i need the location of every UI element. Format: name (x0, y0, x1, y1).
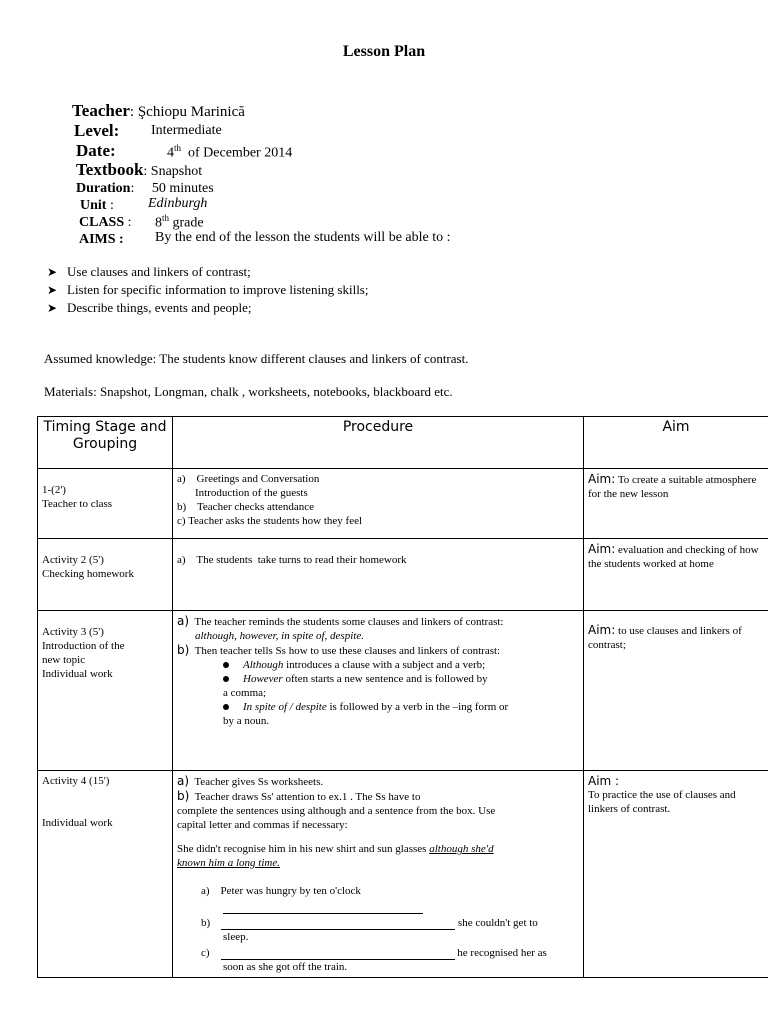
procedure-cell: a) Greetings and Conversation Introduction of the guests b) Teacher checks attendance c) Teacher asks the students how they feel (173, 469, 584, 539)
lesson-table (37, 416, 768, 978)
teacher-label: Teacher (72, 101, 130, 120)
class-value: 8th grade (155, 213, 204, 231)
dot-bullet-icon (223, 704, 229, 710)
timing-cell: Activity 2 (5') Checking homework (38, 539, 173, 611)
aim-cell: Aim : To practice the use of clauses and linkers of contrast. (584, 771, 768, 978)
procedure-cell: a) The teacher reminds the students some clauses and linkers of contrast: although, however, in spite of, despite. b) Then teacher tells Ss how to use these clauses and linkers of contrast: Although introduces a clause with a subject and a verb; However often starts a new sentence and is followed by a comma; In spite of / despite is followed by a verb in the –ing form or by a noun. (173, 611, 584, 771)
level-label: Level: (74, 121, 120, 140)
table-row (38, 469, 768, 539)
page-title: Lesson Plan (342, 43, 426, 60)
duration-label: Duration (76, 181, 131, 196)
class-label: CLASS (79, 215, 125, 230)
level-line (74, 121, 222, 141)
textbook-line (76, 160, 202, 180)
materials: Materials: Snapshot, Longman, chalk , worksheets, notebooks, blackboard etc. (44, 384, 453, 399)
class-line: CLASS : 8th grade (79, 213, 204, 231)
fill-in-blank (223, 903, 423, 914)
timing-cell: Activity 4 (15') Individual work (38, 771, 173, 978)
arrow-bullet-icon: ➤ (47, 283, 58, 297)
header-timing: Timing Stage and Grouping (38, 417, 173, 469)
unit-label: Unit (80, 198, 107, 213)
fill-in-blank (221, 949, 455, 960)
aim-cell: Aim: to use clauses and linkers of contrast; (584, 611, 768, 771)
aim-cell: Aim: To create a suitable atmosphere for the new lesson (584, 469, 768, 539)
procedure-cell: a) Teacher gives Ss worksheets. b) Teacher draws Ss' attention to ex.1 . The Ss have to complete the sentences using although and a sentence from the box. Use capital letter and commas if necessary: She didn't recognise him in his new shirt and sun glasses although she'd known him a long time. a) Peter was hungry by ten o'clock b) she couldn't get to sleep. c) he recognised her as soon as she got off the train. (173, 771, 584, 978)
unit-value: Edinburgh (148, 196, 208, 211)
duration-line (76, 179, 214, 197)
aims-list-item: ➤ Describe things, events and people; (47, 300, 252, 315)
aims-list-item: ➤ Use clauses and linkers of contrast; (47, 264, 251, 279)
arrow-bullet-icon: ➤ (47, 265, 58, 279)
date-label: Date: (76, 141, 116, 160)
timing-cell: Activity 3 (5') Introduction of the new topic Individual work (38, 611, 173, 771)
table-row (38, 611, 768, 771)
assumed-knowledge: Assumed knowledge: The students know different clauses and linkers of contrast. (44, 351, 469, 366)
level-value: Intermediate (151, 123, 222, 138)
fill-in-blank (221, 919, 455, 930)
table-row (38, 771, 768, 978)
aim-cell: Aim: evaluation and checking of how the students worked at home (584, 539, 768, 611)
procedure-cell: a) The students take turns to read their homework (173, 539, 584, 611)
textbook-value: : Snapshot (143, 164, 203, 179)
aims-label: AIMS : (79, 232, 124, 247)
timing-cell: 1-(2') Teacher to class (38, 469, 173, 539)
header-aim: Aim (584, 417, 768, 469)
table-row (38, 539, 768, 611)
arrow-bullet-icon: ➤ (47, 301, 58, 315)
dot-bullet-icon (223, 662, 229, 668)
aims-line (79, 230, 451, 248)
teacher-value: Şchiopu Marinică (137, 104, 245, 120)
textbook-label: Textbook (76, 160, 144, 179)
dot-bullet-icon (223, 676, 229, 682)
aims-value: By the end of the lesson the students will be able to : (155, 230, 451, 245)
date-value: 4th of December 2014 (167, 143, 293, 161)
date-line (76, 141, 293, 161)
teacher-line: Teacher: Şchiopu Marinică (72, 101, 245, 120)
duration-value: : 50 minutes (130, 181, 214, 196)
header-procedure: Procedure (173, 417, 584, 469)
aims-list-item: ➤ Listen for specific information to improve listening skills; (47, 282, 369, 297)
table-header-row (38, 417, 768, 469)
unit-line: Unit : Edinburgh (80, 196, 208, 213)
